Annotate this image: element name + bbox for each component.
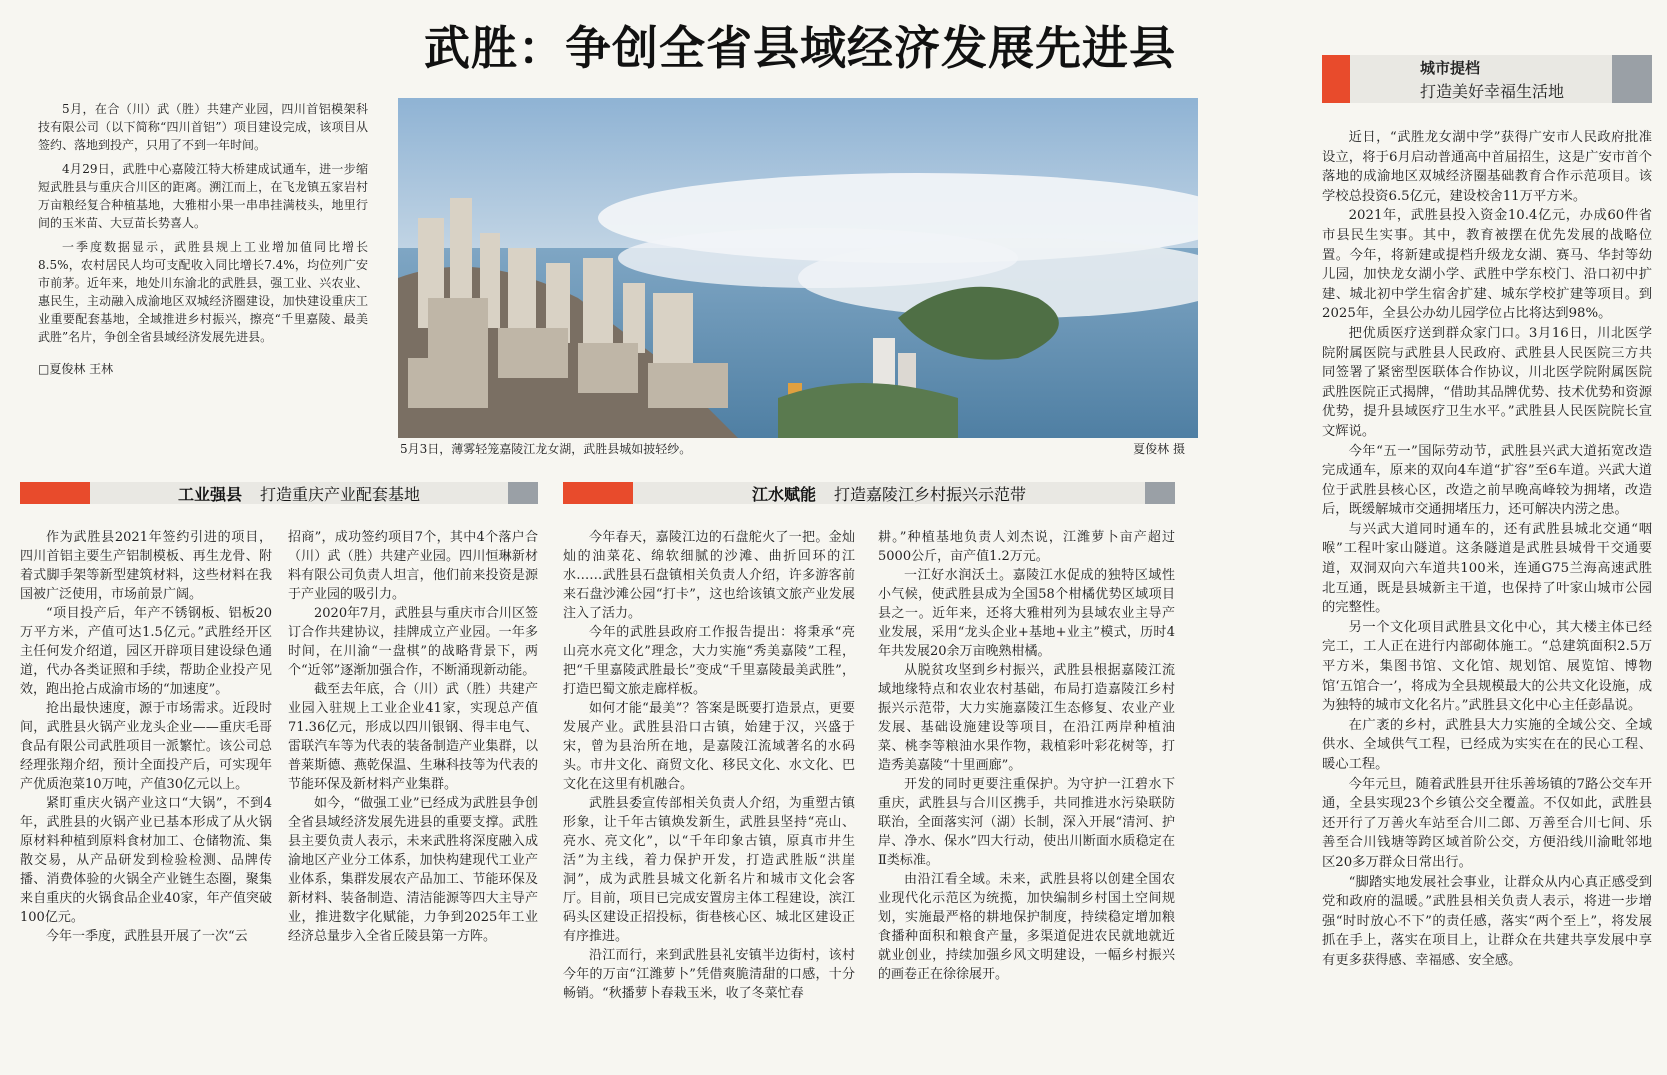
header-grey-block bbox=[1145, 482, 1175, 504]
body-paragraph: 在广袤的乡村，武胜县大力实施的全域公交、全域供水、全域供气工程，已经成为实实在在的民心工程、暖心工程。 bbox=[1322, 717, 1652, 772]
body-paragraph: 近日，“武胜龙女湖中学”获得广安市人民政府批准设立，将于6月启动普通高中首届招生，这是广安市首个落地的成渝地区双城经济圈基础教育合作示范项目。该学校总投资6.5亿元，建设校舍11万平方米。 bbox=[1322, 130, 1652, 204]
headline: 武胜：争创全省县域经济发展先进县 bbox=[424, 21, 1176, 75]
section-heading: 江水赋能 bbox=[751, 484, 816, 504]
header-red-block bbox=[20, 482, 90, 504]
body-paragraph: 今年春天，嘉陵江边的石盘舵火了一把。金灿灿的油菜花、绵软细腻的沙滩、曲折回环的江水……武胜县石盘镇相关负责人介绍，许多游客前来石盘沙滩公园“打卡”，这也给该镇文旅产业发展注入了活力。 bbox=[563, 530, 855, 621]
body-paragraph: 如何才能“最美”？答案是既要打造景点，更要发展产业。武胜县沿口古镇，始建于汉，兴盛于宋，曾为县治所在地，是嘉陵江流域著名的水码头。市井文化、商贸文化、移民文化、水文化、巴文化在这里有机融合。 bbox=[563, 701, 855, 792]
section-header-industry bbox=[20, 482, 538, 504]
body-paragraph: 2021年，武胜县投入资金10.4亿元，办成60件省市县民生实事。其中，教育被摆在优先发展的战略位置。今年，将新建或提档升级龙女湖、赛马、华封等幼儿园，加快龙女湖小学、武胜中学东校门、沿口初中扩建、城北初中学生宿舍扩建、城东学校扩建等项目。到2025年，全县公办幼儿园学位占比将达到98%。 bbox=[1322, 208, 1652, 322]
section1-column2 bbox=[288, 528, 538, 1068]
header-grey-block bbox=[1612, 55, 1652, 103]
section-heading: 工业强县 bbox=[177, 484, 242, 504]
section2-column1 bbox=[563, 528, 855, 1068]
body-paragraph: 耕。”种植基地负责人刘杰说，江潍萝卜亩产超过5000公斤，亩产值1.2万元。 bbox=[878, 530, 1175, 564]
body-paragraph: “项目投产后，年产不锈钢板、铝板20万平方米，产值可达1.5亿元。”武胜经开区主任何发介绍道，园区开辟项目建设绿色通道，代办各类证照和手续，帮助企业投产见效，跑出抢占成渝市场的“加速度”。 bbox=[20, 606, 272, 697]
body-paragraph: 一江好水润沃土。嘉陵江水促成的独特区域性小气候，使武胜县成为全国58个柑橘优势区域项目县之一。近年来，还将大雅柑列为县域农业主导产业发展，采用“龙头企业+基地+业主”模式，历时4年共发展20余万亩晚熟柑橘。 bbox=[878, 568, 1175, 659]
body-paragraph: 今年的武胜县政府工作报告提出：将秉承“亮山亮水亮文化”理念，大力实施“秀美嘉陵”工程，把“千里嘉陵武胜最长”变成“千里嘉陵最美武胜”，打造巴蜀文旅走廊样板。 bbox=[563, 625, 855, 697]
body-paragraph: “脚踏实地发展社会事业，让群众从内心真正感受到党和政府的温暖。”武胜县相关负责人表示，将进一步增强“时时放心不下”的责任感，落实“两个至上”，将发展抓在手上，落实在项目上，让群众在共建共享发展中享有更多获得感、幸福感、安全感。 bbox=[1322, 874, 1652, 968]
header-grey-block bbox=[508, 482, 538, 504]
body-paragraph: 今年元旦，随着武胜县开往乐善场镇的7路公交车开通，全县实现23个乡镇公交全覆盖。不仅如此，武胜县还开行了万善火车站至合川二郎、万善至合川七间、乐善至合川钱塘等跨区域首阶公交，方便沿线川渝毗邻地区20多万群众日常出行。 bbox=[1322, 776, 1652, 870]
section-title bbox=[633, 482, 1145, 504]
body-paragraph: 沿江而行，来到武胜县礼安镇半边街村，该村今年的万亩“江潍萝卜”凭借爽脆清甜的口感，十分畅销。“秋播萝卜春栽玉米，收了冬菜忙春 bbox=[563, 948, 855, 1001]
city-photo bbox=[398, 98, 1198, 438]
body-paragraph: 2020年7月，武胜县与重庆市合川区签订合作共建协议，挂牌成立产业园。一年多时间，在川渝“一盘棋”的战略背景下，两个“近邻”逐渐加强合作，不断涌现新动能。 bbox=[288, 606, 538, 678]
section-subheading: 打造嘉陵江乡村振兴示范带 bbox=[834, 484, 1027, 504]
city-photo-illustration bbox=[398, 98, 1198, 438]
section3-column bbox=[1322, 128, 1652, 1068]
lead-paragraph: 一季度数据显示，武胜县规上工业增加值同比增长8.5%，农村居民人均可支配收入同比增长7.4%，均位列广安市前茅。近年来，地处川东渝北的武胜县，强工业、兴农业、惠民生，主动融入成渝地区双城经济圈建设，加快建设重庆工业重要配套基地，全域推进乡村振兴，擦亮“千里嘉陵、最美武胜”名片，争创全省县域经济发展先进县。 bbox=[38, 240, 368, 344]
body-paragraph: 作为武胜县2021年签约引进的项目，四川首铝主要生产铝制模板、再生龙骨、附着式脚手架等新型建筑材料，这些材料在我国被广泛使用，市场前景广阔。 bbox=[20, 530, 272, 602]
photo-caption bbox=[400, 438, 1195, 460]
body-paragraph: 另一个文化项目武胜县文化中心，其大楼主体已经完工，工人正在进行内部砌体施工。“总建筑面积2.5万平方米，集图书馆、文化馆、规划馆、展览馆、博物馆‘五馆合一’，将成为全县规模最大的公共文化设施，成为独特的城市文化名片。”武胜县文化中心主任彭晶说。 bbox=[1322, 619, 1652, 714]
body-paragraph: 由沿江看全域。未来，武胜县将以创建全国农业现代化示范区为统揽，加快编制乡村国土空间规划，实施最严格的耕地保护制度，持续稳定增加粮食播种面积和粮食产量，多渠道促进农民就地就近就业创业，持续加强乡风文明建设，一幅乡村振兴的画卷正在徐徐展开。 bbox=[878, 872, 1175, 982]
section2-column2 bbox=[878, 528, 1175, 1068]
section-header-city bbox=[1322, 55, 1652, 103]
body-paragraph: 开发的同时更要注重保护。为守护一江碧水下重庆，武胜县与合川区携手，共同推进水污染联防联治，全面落实河（湖）长制，深入开展“清河、护岸、净水、保水”四大行动，使出川断面水质稳定在Ⅱ类标准。 bbox=[878, 777, 1175, 868]
body-paragraph: 武胜县委宣传部相关负责人介绍，为重塑古镇形象，让千年古镇焕发新生，武胜县坚持“亮山、亮水、亮文化”，以“千年印象古镇，原真市井生活”为主线，着力保护开发，打造武胜版“洪崖洞”，成为武胜县城文化新名片和城市文化会客厅。目前，项目已完成安置房主体工程建设，滨江码头区建设正招投标，街巷核心区、城北区建设正有序推进。 bbox=[563, 796, 855, 944]
section1-column1 bbox=[20, 528, 272, 1068]
section-title bbox=[90, 482, 508, 504]
lead-paragraph: 5月，在合（川）武（胜）共建产业园，四川首铝模架科技有限公司（以下简称“四川首铝”）项目建设完成，该项目从签约、落地到投产，只用了不到一年时间。 bbox=[38, 102, 368, 152]
body-paragraph: 把优质医疗送到群众家门口。3月16日，川北医学院附属医院与武胜县人民政府、武胜县人民医院三方共同签署了紧密型医联体合作协议，川北医学院附属医院武胜医院正式揭牌，“借助其品牌优势、技术优势和资源优势，提升县域医疗卫生水平。”武胜县人民医院院长宣文辉说。 bbox=[1322, 325, 1652, 439]
lead-text bbox=[38, 100, 368, 384]
section-header-river bbox=[563, 482, 1175, 504]
section-subheading: 打造美好幸福生活地 bbox=[1420, 82, 1565, 101]
author-byline: □夏俊林 王林 bbox=[38, 362, 114, 376]
section-heading: 城市提档 bbox=[1420, 59, 1481, 77]
body-paragraph: 截至去年底，合（川）武（胜）共建产业园入驻规上工业企业41家，实现总产值71.36亿元，形成以四川银钢、得丰电气、雷联汽车等为代表的装备制造产业集群，以普莱斯德、燕乾保温、生琳科技等为代表的节能环保及新材料产业集群。 bbox=[288, 682, 538, 792]
body-paragraph: 今年“五一”国际劳动节，武胜县兴武大道拓宽改造完成通车，原来的双向4车道“扩容”至6车道。兴武大道位于武胜县核心区，改造之前早晚高峰较为拥堵，改造后，既缓解城市交通拥堵压力，还可解决内涝之患。 bbox=[1322, 443, 1652, 518]
body-paragraph: 抢出最快速度，源于市场需求。近段时间，武胜县火锅产业龙头企业——重庆毛哥食品有限公司武胜项目一派繁忙。该公司总经理张翔介绍，预计全面投产后，可实现年产优质泡菜10万吨，产值30亿元以上。 bbox=[20, 701, 272, 792]
photo-credit: 夏俊林 摄 bbox=[1133, 442, 1185, 456]
section-title bbox=[1350, 55, 1612, 103]
body-paragraph: 与兴武大道同时通车的，还有武胜县城北交通“咽喉”工程叶家山隧道。这条隧道是武胜县城骨干交通要道，双洞双向六车道共100米，连通G75兰海高速武胜北互通，既是县城新主干道，也保持了叶家山城市公园的完整性。 bbox=[1322, 521, 1652, 616]
body-paragraph: 今年一季度，武胜县开展了一次“云 bbox=[46, 929, 248, 944]
caption-text: 5月3日，薄雾轻笼嘉陵江龙女湖，武胜县城如披轻纱。 bbox=[400, 442, 692, 456]
body-paragraph: 招商”，成功签约项目7个，其中4个落户合（川）武（胜）共建产业园。四川恒琳新材料有限公司负责人坦言，他们前来投资是源于产业园的吸引力。 bbox=[288, 530, 538, 602]
header-red-block bbox=[563, 482, 633, 504]
body-paragraph: 如今，“做强工业”已经成为武胜县争创全省县域经济发展先进县的重要支撑。武胜县主要负责人表示，未来武胜将深度融入成渝地区产业分工体系，加快构建现代工业产业体系，集群发展农产品加工、节能环保及新材料、装备制造、清洁能源等四大主导产业，推进数字化赋能，力争到2025年工业经济总量步入全省丘陵县第一方阵。 bbox=[288, 796, 538, 944]
section-subheading: 打造重庆产业配套基地 bbox=[260, 484, 421, 504]
body-paragraph: 紧盯重庆火锅产业这口“大锅”，不到4年，武胜县的火锅产业已基本形成了从火锅原材料种植到原料食材加工、仓储物流、集散交易，从产品研发到检验检测、品牌传播、消费体验的火锅全产业链生态圈，聚集来自重庆的火锅食品企业40家，年产值突破100亿元。 bbox=[20, 796, 272, 925]
header-red-block bbox=[1322, 55, 1350, 103]
body-paragraph: 从脱贫攻坚到乡村振兴，武胜县根据嘉陵江流域地缘特点和农业农村基础，布局打造嘉陵江乡村振兴示范带，大力实施嘉陵江生态修复、农业产业发展、基础设施建设等项目，在沿江两岸种植油菜、桃李等粮油水果作物，栽植彩叶彩花树等，打造秀美嘉陵“十里画廊”。 bbox=[878, 663, 1175, 773]
lead-paragraph: 4月29日，武胜中心嘉陵江特大桥建成试通车，进一步缩短武胜县与重庆合川区的距离。溯江而上，在飞龙镇五家岩村万亩粮经复合种植基地，大雅柑小果一串串挂满枝头，地里行间的玉米苗、大豆苗长势喜人。 bbox=[38, 162, 368, 230]
